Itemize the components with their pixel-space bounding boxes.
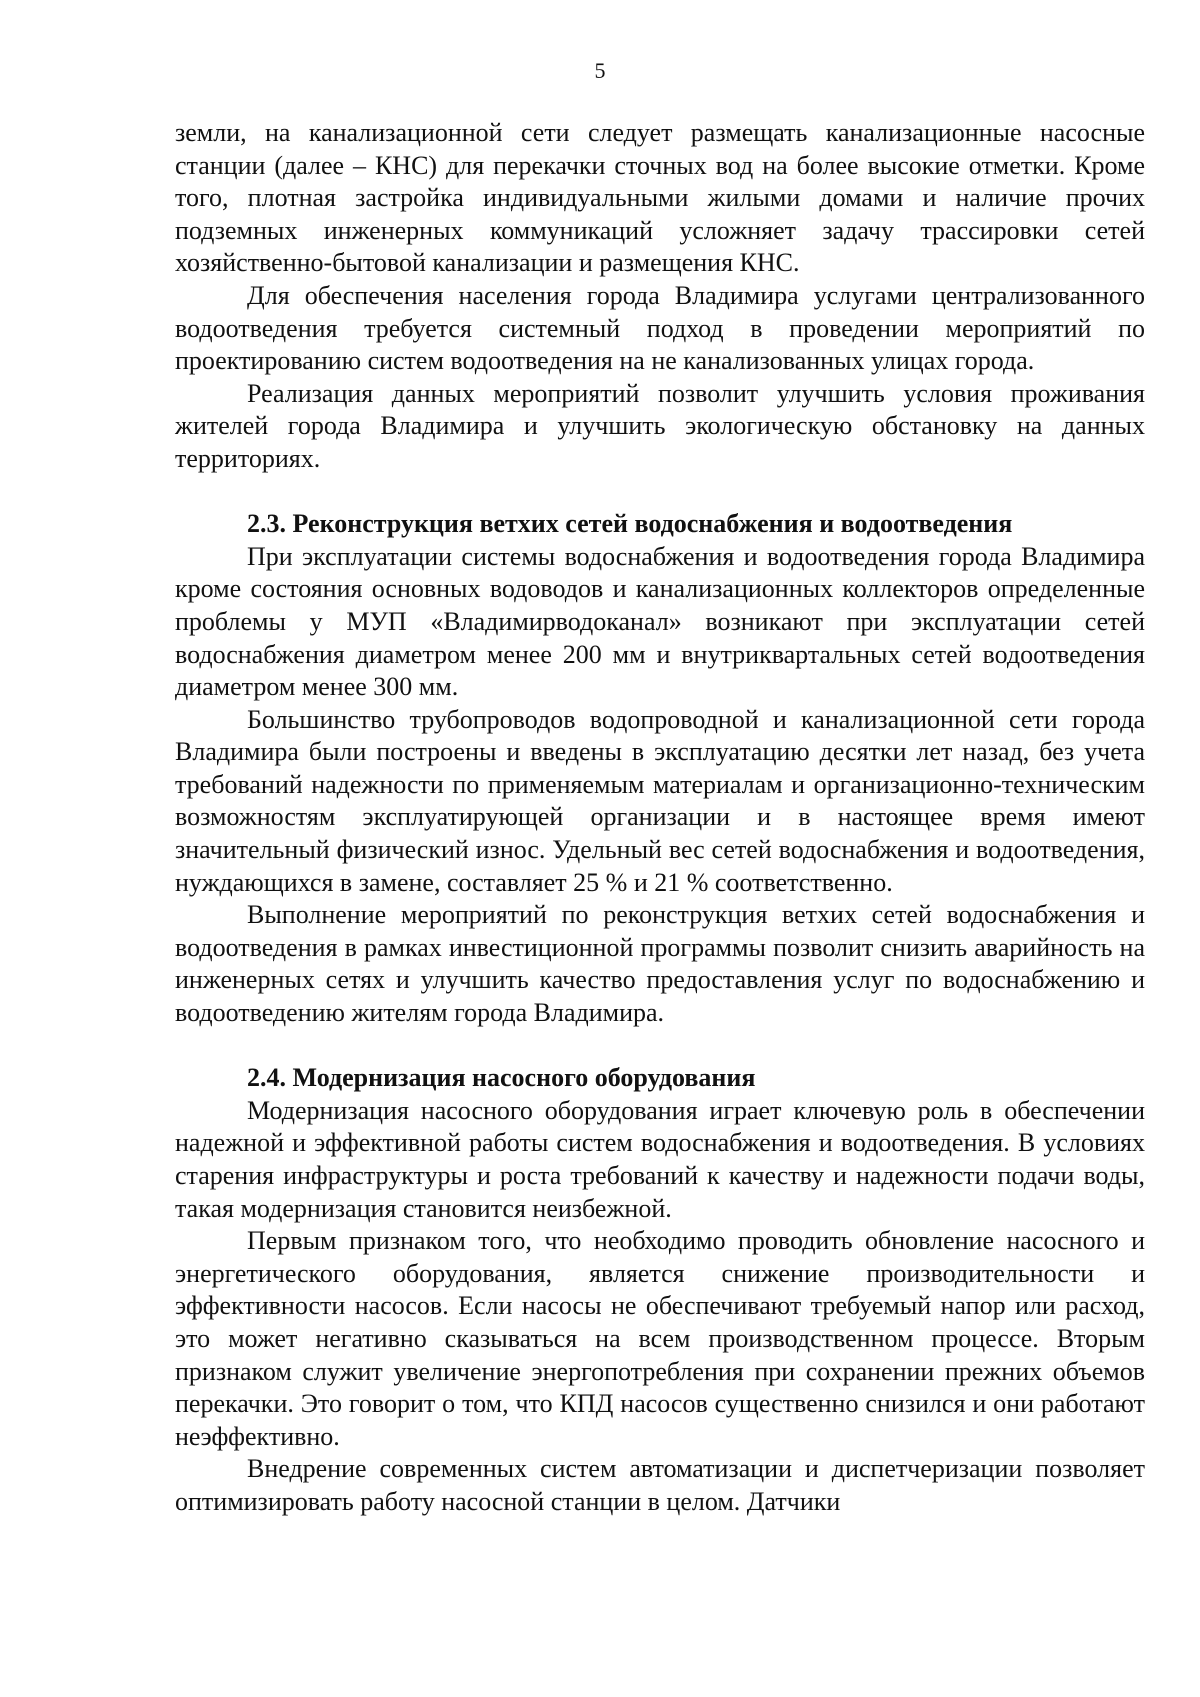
paragraph: Модернизация насосного оборудования играет ключевую роль в обеспечении надежной и эффективной работы систем водоснабжения и водоотведения. В условиях старения инфраструктуры и роста требований к качеству и надежности подачи воды, такая модернизация становится неизбежной. [175,1095,1145,1223]
paragraph: При эксплуатации системы водоснабжения и водоотведения города Владимира кроме состояния основных водоводов и канализационных коллекторов определенные проблемы у МУП «Владимирводоканал» возникают при эксплуатации сетей водоснабжения диаметром менее 200 мм и внутриквартальных сетей водоотведения диаметром менее 300 мм. [175,541,1145,702]
paragraph: Внедрение современных систем автоматизации и диспетчеризации позволяет оптимизировать работу насосной станции в целом. Датчики [175,1454,1145,1516]
paragraph: Реализация данных мероприятий позволит улучшить условия проживания жителей города Владимира и улучшить экологическую обстановку на данных территориях. [175,378,1145,473]
paragraph-continuation: земли, на канализационной сети следует размещать канализационные насосные станции (далее – КНС) для перекачки сточных вод на более высокие отметки. Кроме того, плотная застройка индивидуальными жилыми домами и наличие прочих подземных инженерных коммуникаций усложняет задачу трассировки сетей хозяйственно-бытовой канализации и размещения КНС. [175,118,1145,278]
section-heading-2-3: 2.3. Реконструкция ветхих сетей водоснабжения и водоотведения [247,509,1013,539]
paragraph: Первым признаком того, что необходимо проводить обновление насосного и энергетического оборудования, является снижение производительности и эффективности насосов. Если насосы не обеспечивают требуемый напор или расход, это может негативно сказываться на всем производственном процессе. Вторым признаком служит увеличение энергопотребления при сохранении прежних объемов перекачки. Это говорит о том, что КПД насосов существенно снизился и они работают неэффективно. [175,1226,1145,1451]
section-spacer [175,476,1145,509]
page-number: 5 [594,58,606,83]
section-spacer [175,1030,1145,1063]
paragraph: Выполнение мероприятий по реконструкция ветхих сетей водоснабжения и водоотведения в рамках инвестиционной программы позволит снизить аварийность на инженерных сетях и улучшить качество предоставления услуг по водоснабжению и водоотведению жителям города Владимира. [175,900,1145,1028]
paragraph: Для обеспечения населения города Владимира услугами централизованного водоотведения требуется системный подход в проведении мероприятий по проектированию систем водоотведения на не канализованных улицах города. [175,280,1145,376]
paragraph: Большинство трубопроводов водопроводной и канализационной сети города Владимира были построены и введены в эксплуатацию десятки лет назад, без учета требований надежности по применяемым материалам и организационно-техническим возможностям эксплуатирующей организации и в настоящее время имеют значительный физический износ. Удельный вес сетей водоснабжения и водоотведения, нуждающихся в замене, составляет 25 % и 21 % соответственно. [175,704,1145,897]
section-heading-2-4: 2.4. Модернизация насосного оборудования [247,1063,756,1093]
document-body [175,117,1145,1519]
